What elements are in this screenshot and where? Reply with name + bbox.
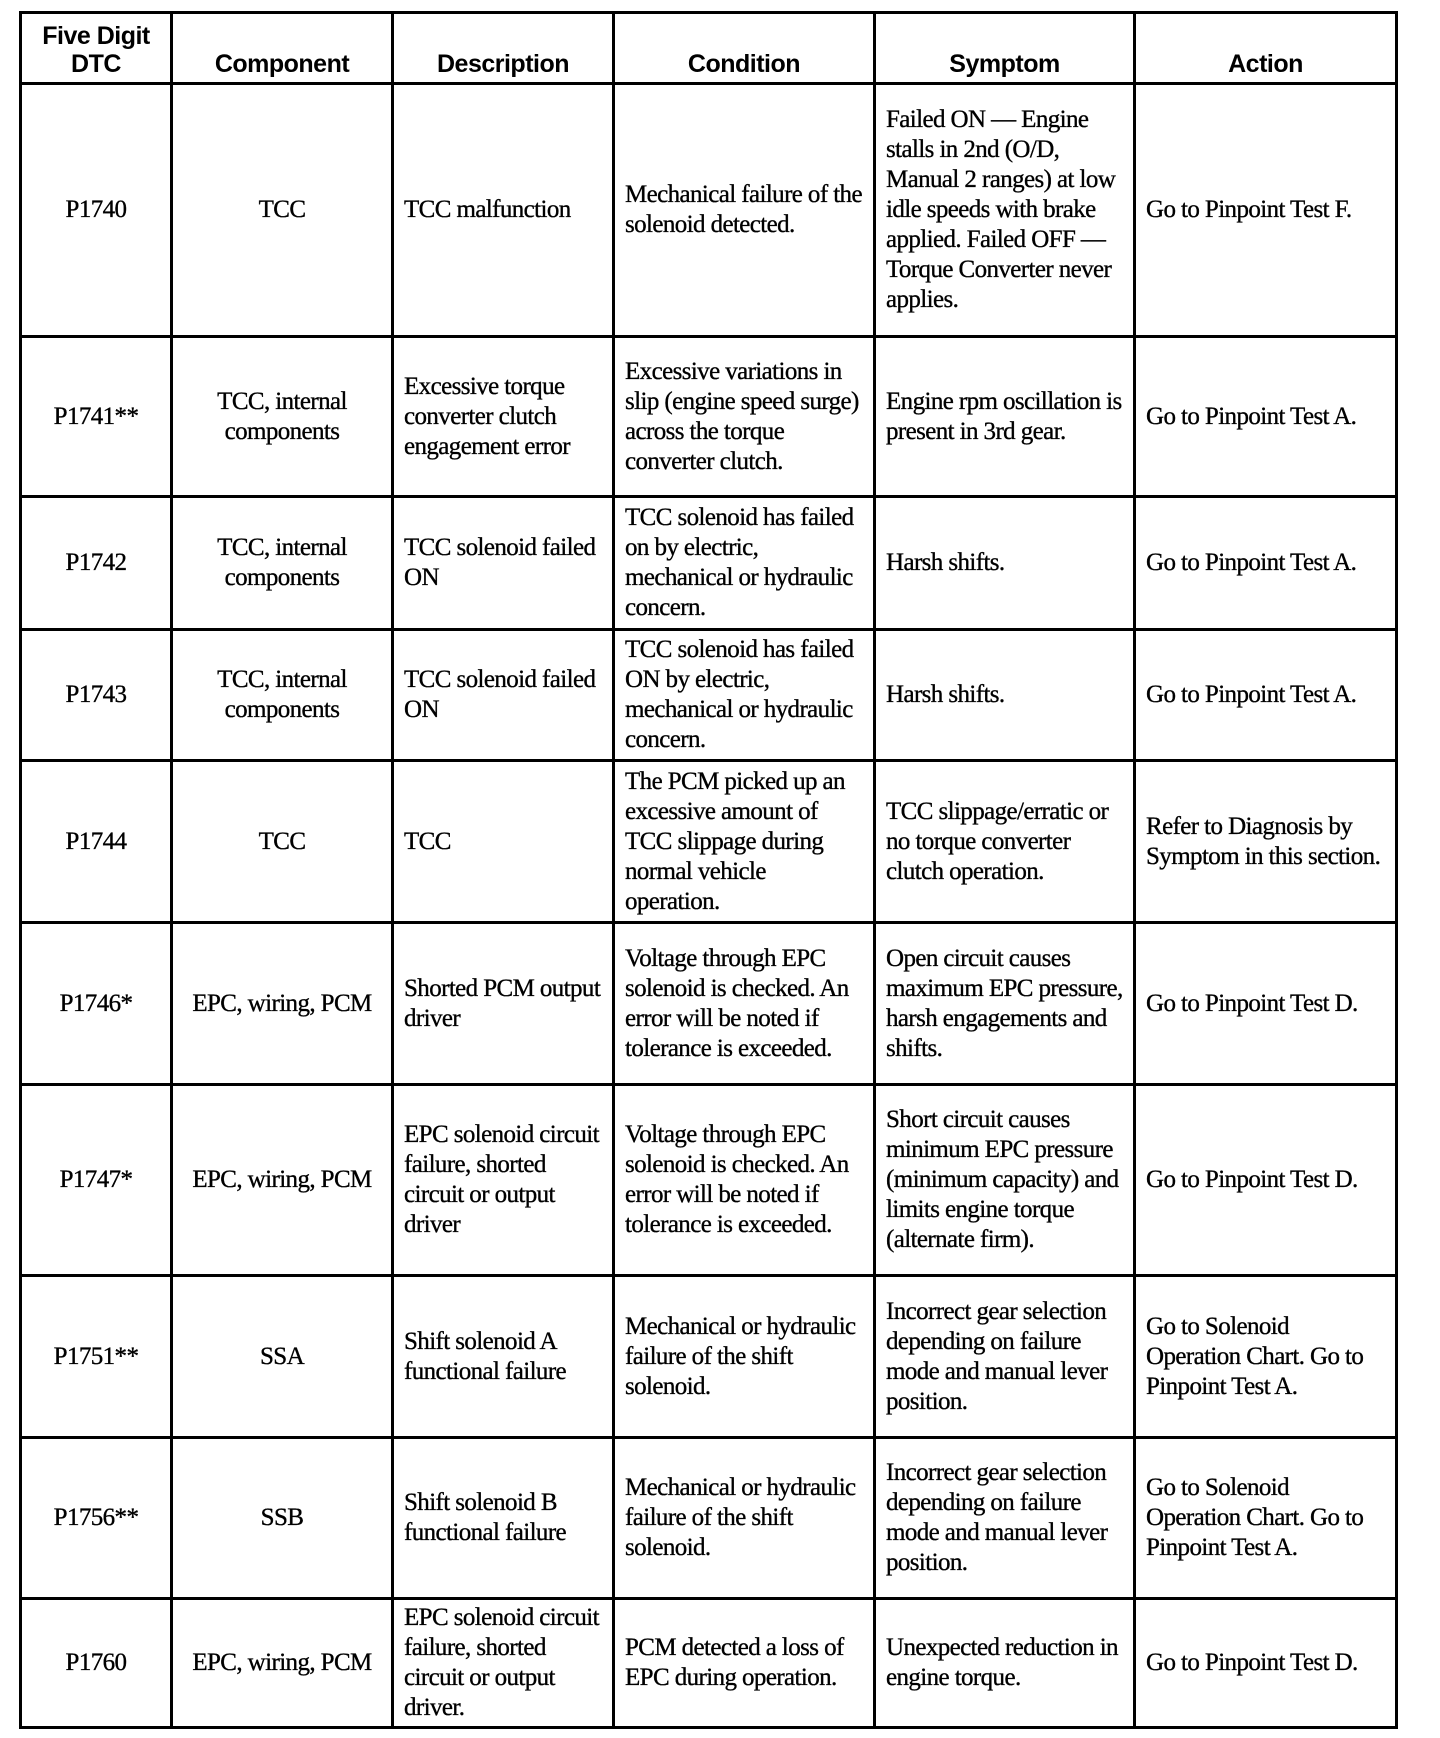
cell-dtc: P1760: [21, 1599, 172, 1728]
header-row: [21, 13, 1397, 84]
table-row: [21, 84, 1397, 337]
cell-action: Go to Pinpoint Test A.: [1135, 337, 1397, 497]
cell-description: Excessive torque converter clutch engagement error: [393, 337, 614, 497]
cell-condition: Mechanical or hydraulic failure of the shift solenoid.: [614, 1276, 875, 1438]
cell-condition: Voltage through EPC solenoid is checked. An error will be noted if tolerance is exceeded.: [614, 923, 875, 1085]
cell-condition: PCM detected a loss of EPC during operation.: [614, 1599, 875, 1728]
cell-component: EPC, wiring, PCM: [172, 1599, 393, 1728]
cell-condition: TCC solenoid has failed ON by electric, mechanical or hydraulic concern.: [614, 630, 875, 761]
cell-symptom: Failed ON — Engine stalls in 2nd (O/D, Manual 2 ranges) at low idle speeds with brake applied. Failed OFF — Torque Converter never applies.: [875, 84, 1135, 337]
cell-component: TCC, internal components: [172, 337, 393, 497]
table-row: [21, 761, 1397, 923]
table-row: [21, 1085, 1397, 1276]
dtc-table: [19, 11, 1398, 1729]
cell-action: Go to Solenoid Operation Chart. Go to Pinpoint Test A.: [1135, 1276, 1397, 1438]
cell-symptom: Harsh shifts.: [875, 630, 1135, 761]
header-component: Component: [172, 13, 393, 84]
cell-symptom: Engine rpm oscillation is present in 3rd gear.: [875, 337, 1135, 497]
table-row: [21, 1276, 1397, 1438]
cell-symptom: Incorrect gear selection depending on failure mode and manual lever position.: [875, 1438, 1135, 1599]
header-symptom: Symptom: [875, 13, 1135, 84]
cell-description: TCC solenoid failed ON: [393, 630, 614, 761]
cell-description: Shift solenoid B functional failure: [393, 1438, 614, 1599]
cell-component: EPC, wiring, PCM: [172, 923, 393, 1085]
header-description: Description: [393, 13, 614, 84]
table-row: [21, 497, 1397, 630]
cell-dtc: P1756**: [21, 1438, 172, 1599]
cell-condition: The PCM picked up an excessive amount of TCC slippage during normal vehicle operation.: [614, 761, 875, 923]
cell-component: TCC, internal components: [172, 630, 393, 761]
cell-symptom: Harsh shifts.: [875, 497, 1135, 630]
cell-component: SSA: [172, 1276, 393, 1438]
cell-action: Refer to Diagnosis by Symptom in this section.: [1135, 761, 1397, 923]
cell-action: Go to Pinpoint Test A.: [1135, 630, 1397, 761]
cell-dtc: P1746*: [21, 923, 172, 1085]
header-condition: Condition: [614, 13, 875, 84]
cell-action: Go to Pinpoint Test D.: [1135, 923, 1397, 1085]
cell-component: TCC: [172, 84, 393, 337]
cell-symptom: Open circuit causes maximum EPC pressure, harsh engagements and shifts.: [875, 923, 1135, 1085]
cell-description: EPC solenoid circuit failure, shorted circuit or output driver: [393, 1085, 614, 1276]
header-dtc: Five Digit DTC: [21, 13, 172, 84]
cell-symptom: TCC slippage/erratic or no torque converter clutch operation.: [875, 761, 1135, 923]
cell-description: Shorted PCM output driver: [393, 923, 614, 1085]
cell-dtc: P1744: [21, 761, 172, 923]
cell-component: TCC, internal components: [172, 497, 393, 630]
cell-condition: Excessive variations in slip (engine speed surge) across the torque converter clutch.: [614, 337, 875, 497]
cell-condition: Voltage through EPC solenoid is checked. An error will be noted if tolerance is exceeded.: [614, 1085, 875, 1276]
cell-symptom: Unexpected reduction in engine torque.: [875, 1599, 1135, 1728]
cell-description: TCC malfunction: [393, 84, 614, 337]
cell-action: Go to Pinpoint Test F.: [1135, 84, 1397, 337]
table-row: [21, 1438, 1397, 1599]
cell-component: TCC: [172, 761, 393, 923]
cell-dtc: P1741**: [21, 337, 172, 497]
cell-action: Go to Solenoid Operation Chart. Go to Pinpoint Test A.: [1135, 1438, 1397, 1599]
cell-condition: TCC solenoid has failed on by electric, mechanical or hydraulic concern.: [614, 497, 875, 630]
cell-dtc: P1743: [21, 630, 172, 761]
cell-condition: Mechanical failure of the solenoid detected.: [614, 84, 875, 337]
table-row: [21, 337, 1397, 497]
cell-symptom: Short circuit causes minimum EPC pressure (minimum capacity) and limits engine torque (alternate firm).: [875, 1085, 1135, 1276]
cell-action: Go to Pinpoint Test A.: [1135, 497, 1397, 630]
table-row: [21, 630, 1397, 761]
cell-condition: Mechanical or hydraulic failure of the shift solenoid.: [614, 1438, 875, 1599]
cell-description: Shift solenoid A functional failure: [393, 1276, 614, 1438]
cell-action: Go to Pinpoint Test D.: [1135, 1599, 1397, 1728]
table-row: [21, 923, 1397, 1085]
cell-dtc: P1747*: [21, 1085, 172, 1276]
cell-description: EPC solenoid circuit failure, shorted circuit or output driver.: [393, 1599, 614, 1728]
header-action: Action: [1135, 13, 1397, 84]
cell-dtc: P1740: [21, 84, 172, 337]
table-row: [21, 1599, 1397, 1728]
cell-symptom: Incorrect gear selection depending on failure mode and manual lever position.: [875, 1276, 1135, 1438]
cell-component: SSB: [172, 1438, 393, 1599]
cell-dtc: P1751**: [21, 1276, 172, 1438]
cell-description: TCC: [393, 761, 614, 923]
cell-component: EPC, wiring, PCM: [172, 1085, 393, 1276]
cell-dtc: P1742: [21, 497, 172, 630]
cell-description: TCC solenoid failed ON: [393, 497, 614, 630]
cell-action: Go to Pinpoint Test D.: [1135, 1085, 1397, 1276]
